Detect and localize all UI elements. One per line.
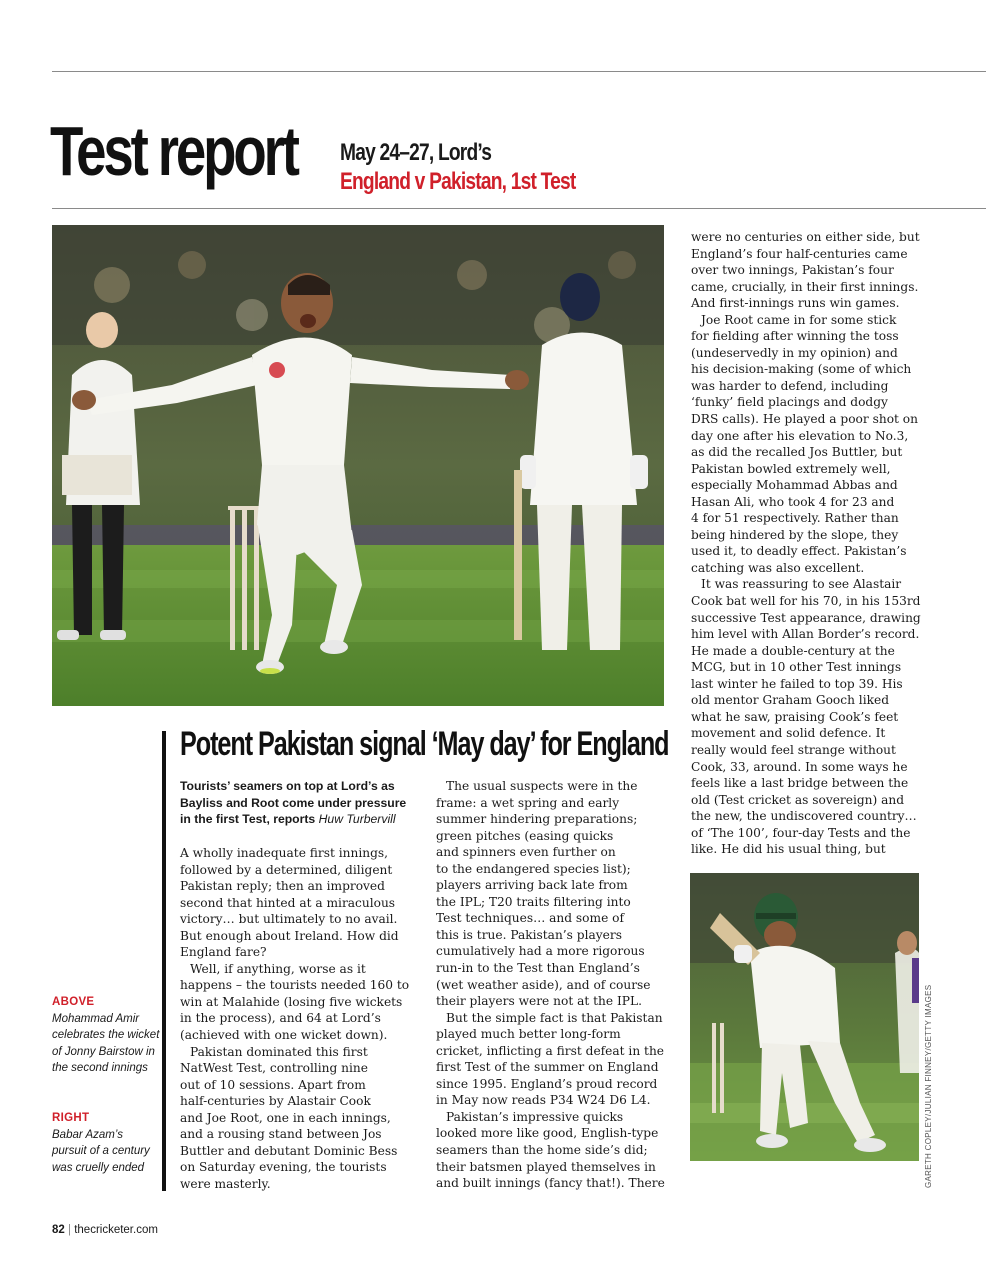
text-line: cricket, inflicting a first defeat in the [436,1043,665,1058]
text-line: But enough about Ireland. How did [180,928,399,943]
text-line: The usual suspects were in the [446,779,638,793]
text-line: half-centuries by Alastair Cook [180,1094,371,1109]
text-line: his decision-making (some of which [691,362,912,377]
text-line: used it, to deadly effect. Pakistan’s [691,544,907,559]
text-line: And first-innings runs win games. [691,296,900,311]
text-line: in the process), and 64 at Lord’s [180,1011,381,1026]
match-title: England v Pakistan, 1st Test [340,168,576,195]
text-line: players arriving back late from [436,878,628,893]
text-line: since 1995. England’s proud record [436,1076,658,1091]
page-number: 82 [52,1224,65,1236]
text-line: Hasan Ali, who took 4 for 23 and [691,494,895,509]
text-line: were no centuries on either side, but [691,230,920,244]
text-line: and built innings (fancy that!). There [436,1176,665,1191]
headline-bar [162,731,166,1191]
text-line: (undeservedly in my opinion) and [691,345,898,360]
text-line: It was reassuring to see Alastair [701,577,902,592]
caption-above [52,994,160,1077]
text-line: last winter he failed to top 39. His [691,676,903,691]
text-line: like. He did his usual thing, but [691,842,886,857]
text-line: Cook, 33, around. In some ways he [691,759,908,774]
page-footer [52,1224,158,1236]
main-photo [52,225,664,706]
text-line: on Saturday evening, the tourists [180,1160,387,1175]
text-line: being hindered by the slope, they [691,527,899,542]
text-line: (achieved with one wicket down). [180,1028,388,1043]
text-line: NatWest Test, controlling nine [180,1061,368,1076]
text-line: were masterly. [180,1176,271,1191]
text-line: this is true. Pakistan’s players [436,927,622,942]
text-line: Test techniques… and some of [436,911,625,926]
text-line: Pakistan reply; then an improved [180,879,385,894]
standfirst-text: Tourists’ seamers on top at Lord’s as Bayliss and Root come under pressure in the first Test, reports [180,779,407,827]
text-line: him level with Allan Border’s record. [691,627,920,642]
side-photo-illustration [690,873,919,1161]
body-column-3 [691,229,931,858]
text-line: as did the recalled Jos Buttler, but [691,445,903,460]
standfirst [180,778,416,828]
text-line: old (Test cricket as sovereign) and [691,792,905,807]
text-line: summer hindering preparations; [436,812,638,827]
text-line: DRS calls). He played a poor shot on [691,412,918,427]
text-line: the new, the undiscovered country… [691,809,917,824]
text-line: over two innings, Pakistan’s four [691,263,894,278]
text-line: Pakistan’s impressive quicks [446,1109,624,1124]
text-line: Well, if anything, worse as it [190,961,366,976]
text-line: happens – the tourists needed 160 to [180,978,410,993]
text-line: and a rousing stand between Jos [180,1127,382,1142]
text-line: frame: a wet spring and early [436,795,620,810]
caption-right-label: RIGHT [52,1112,90,1124]
side-photo [690,873,919,1161]
text-line: followed by a determined, diligent [180,862,393,877]
text-line: victory… but ultimately to no avail. [180,912,398,927]
text-line: first Test of the summer on England [436,1060,659,1075]
text-line: feels like a last bridge between the [691,776,909,791]
text-line: MCG, but in 10 other Test innings [691,660,902,675]
caption-above-text: Mohammad Amir celebrates the wicket of Jonny Bairstow in the second innings [52,1012,160,1075]
text-line: played much better long-form [436,1027,621,1042]
body-column-2 [436,778,676,1192]
text-line: in May now reads P34 W24 D6 L4. [436,1093,651,1108]
caption-right-text: Babar Azam’s pursuit of a century was cruelly ended [52,1128,150,1174]
text-line: Pakistan dominated this first [190,1044,368,1059]
section-title: Test report [50,112,297,190]
text-line: and Joe Root, one in each innings, [180,1110,391,1125]
text-line: ‘funky’ field placings and dodgy [691,395,888,410]
text-line: seamers than the home side’s did; [436,1143,648,1158]
text-line: England’s four half-centuries came [691,246,908,261]
text-line: for fielding after winning the toss [691,329,899,344]
body-column-1 [180,845,420,1192]
text-line: run-in to the Test than England’s [436,961,640,976]
text-line: came, crucially, in their first innings. [691,279,919,294]
caption-above-label: ABOVE [52,996,95,1008]
header-rule [52,208,986,209]
text-line: Cook bat well for his 70, in his 153rd [691,594,921,609]
text-line: A wholly inadequate first innings, [180,846,389,860]
text-line: He made a double-century at the [691,643,895,658]
footer-separator: | [68,1224,71,1236]
article-headline: Potent Pakistan signal ‘May day’ for England [180,725,669,763]
text-line: second that hinted at a miraculous [180,895,396,910]
main-photo-illustration [52,225,664,706]
text-line: looked more like good, English-type [436,1126,659,1141]
text-line: especially Mohammad Abbas and [691,478,898,493]
text-line: old mentor Graham Gooch liked [691,693,889,708]
text-line: really would feel strange without [691,742,896,757]
text-line: the IPL; T20 traits filtering into [436,894,631,909]
top-rule [52,71,986,72]
text-line: win at Malahide (losing five wickets [180,994,403,1009]
date-venue: May 24–27, Lord’s [340,139,492,166]
site-url[interactable]: thecricketer.com [74,1224,158,1236]
text-line: catching was also excellent. [691,560,865,575]
photo-credit: GARETH COPLEY/JULIAN FINNEY/GETTY IMAGES [924,984,933,1188]
text-line: was harder to defend, including [691,378,889,393]
text-line: Pakistan bowled extremely well, [691,461,891,476]
text-line: and spinners even further on [436,845,616,860]
caption-right [52,1110,160,1176]
text-line: movement and solid defence. It [691,726,886,741]
text-line: their players were not at the IPL. [436,994,642,1009]
text-line: Joe Root came in for some stick [701,312,897,327]
text-line: green pitches (easing quicks [436,828,614,843]
text-line: (wet weather aside), and of course [436,977,651,992]
text-line: out of 10 sessions. Apart from [180,1077,366,1092]
text-line: But the simple fact is that Pakistan [446,1010,663,1025]
author-name: Huw Turbervill [318,812,396,827]
text-line: to the endangered species list); [436,861,631,876]
text-line: their batsmen played themselves in [436,1159,656,1174]
text-line: Buttler and debutant Dominic Bess [180,1143,398,1158]
text-line: day one after his elevation to No.3, [691,428,909,443]
text-line: 4 for 51 respectively. Rather than [691,511,899,526]
text-line: of ‘The 100’, four-day Tests and the [691,825,911,840]
text-line: England fare? [180,945,267,960]
text-line: cumulatively had a more rigorous [436,944,645,959]
text-line: successive Test appearance, drawing [691,610,921,625]
text-line: what he saw, praising Cook’s feet [691,709,899,724]
